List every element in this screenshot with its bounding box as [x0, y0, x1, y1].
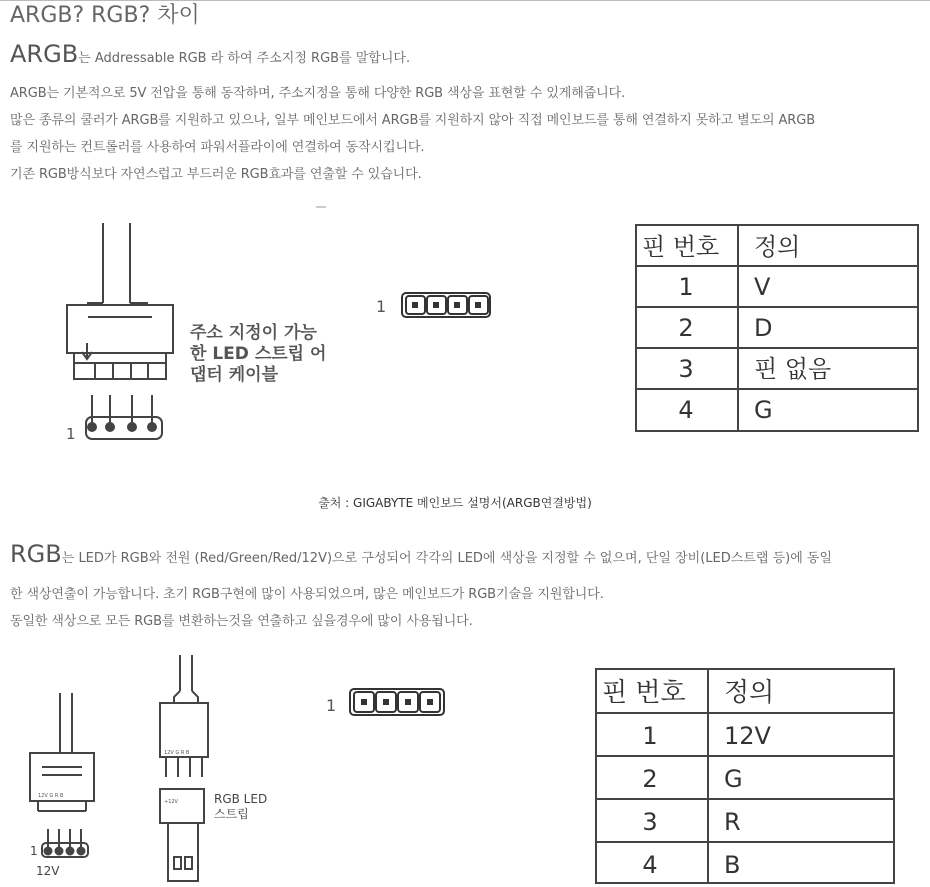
argb-lead-big: ARGB [10, 40, 79, 68]
argb-table-def-3: 핀 없음 [754, 355, 832, 383]
argb-header-drawing [402, 293, 490, 317]
rgb-lead-big: RGB [10, 540, 62, 568]
rgb-table-pin-1: 1 [642, 722, 658, 750]
rgb-strip-tiny-label-2: +12V [164, 799, 178, 805]
argb-pin-one-label: 1 [66, 425, 76, 443]
argb-pins-drawing [86, 395, 162, 439]
argb-table-pin-3: 3 [678, 355, 694, 383]
rgb-connector-tiny-label: 12V G R B [38, 793, 64, 799]
argb-lead-rest: 는 Addressable RGB 라 하여 주소지정 RGB를 말합니다. [78, 51, 411, 66]
argb-source-caption: 출처 : GIGABYTE 메인보드 설명서(ARGB연결방법) [318, 496, 592, 510]
rgb-lead [10, 540, 832, 568]
rgb-diagram [0, 645, 930, 887]
argb-table-pin-1: 1 [678, 273, 694, 301]
rgb-table-def-4: B [724, 851, 741, 879]
argb-table-def-2: D [754, 314, 773, 342]
page-title: ARGB? RGB? 차이 [10, 3, 200, 28]
rgb-table-pin-3: 3 [642, 808, 658, 836]
argb-line-4: 기존 RGB방식보다 자연스럽고 부드러운 RGB효과를 연출할 수 있습니다. [10, 167, 422, 182]
rgb-header-drawing [350, 689, 444, 715]
argb-line-1: ARGB는 기본적으로 5V 전압을 통해 동작하며, 주소지정을 통해 다양한 RGB 색상을 표현할 수 있게해줍니다. [10, 86, 626, 101]
argb-diagram-label-2: 한 LED 스트립 어 [190, 344, 327, 364]
argb-diagram-label-1: 주소 지정이 가능 [190, 323, 317, 343]
rgb-table-def-1: 12V [724, 722, 771, 750]
rgb-table-header-pin: 핀 번호 [602, 678, 686, 708]
rgb-line-1: 한 색상연출이 가능합니다. 초기 RGB구현에 많이 사용되었으며, 많은 메인보드가 RGB기술을 지원합니다. [10, 587, 604, 602]
rgb-header-one-label: 1 [326, 696, 337, 715]
argb-lead [10, 40, 410, 68]
argb-table-def-1: V [754, 273, 771, 301]
rgb-strip-drawing [160, 655, 208, 881]
rgb-table-pin-2: 2 [642, 765, 658, 793]
rgb-line-2: 동일한 색상으로 모든 RGB를 변환하는것을 연출하고 싶을경우에 많이 사용됩니다. [10, 614, 473, 629]
rgb-strip-tiny-label: 12V G R B [164, 750, 190, 756]
argb-connector-drawing [67, 223, 173, 379]
rgb-strip-label-1: RGB LED [214, 792, 268, 806]
argb-table-header-pin: 핀 번호 [642, 233, 720, 261]
argb-diagram [0, 195, 930, 495]
argb-line-2: 많은 종류의 쿨러가 ARGB를 지원하고 있으나, 일부 메인보드에서 ARGB를 지원하지 않아 직접 메인보드를 통해 연결하지 못하고 별도의 ARGB [10, 113, 816, 128]
rgb-strip-label-2: 스트립 [214, 807, 249, 821]
rgb-table-header-def: 정의 [724, 678, 775, 708]
rgb-table-def-2: G [724, 765, 743, 793]
rgb-table-pin-4: 4 [642, 851, 658, 879]
rgb-pins-drawing [42, 829, 88, 857]
argb-table-pin-2: 2 [678, 314, 694, 342]
argb-table-def-4: G [754, 396, 773, 424]
argb-diagram-label-3: 댑터 케이블 [190, 365, 279, 385]
argb-pin-table [636, 225, 918, 431]
rgb-table-def-3: R [724, 808, 741, 836]
rgb-voltage-label: 12V [36, 864, 60, 878]
argb-table-pin-4: 4 [678, 396, 694, 424]
argb-header-one-label: 1 [376, 297, 387, 316]
argb-table-header-def: 정의 [754, 233, 801, 261]
argb-line-3: 를 지원하는 컨트롤러를 사용하여 파워서플라이에 연결하여 동작시킵니다. [10, 140, 425, 155]
rgb-pin-table [596, 669, 894, 883]
rgb-lead-rest: 는 LED가 RGB와 전원 (Red/Green/Red/12V)으로 구성되어 각각의 LED에 색상을 지정할 수 없으며, 단일 장비(LED스트랩 등)에 동일 [61, 551, 833, 566]
rgb-pin-one-label: 1 [30, 844, 38, 858]
